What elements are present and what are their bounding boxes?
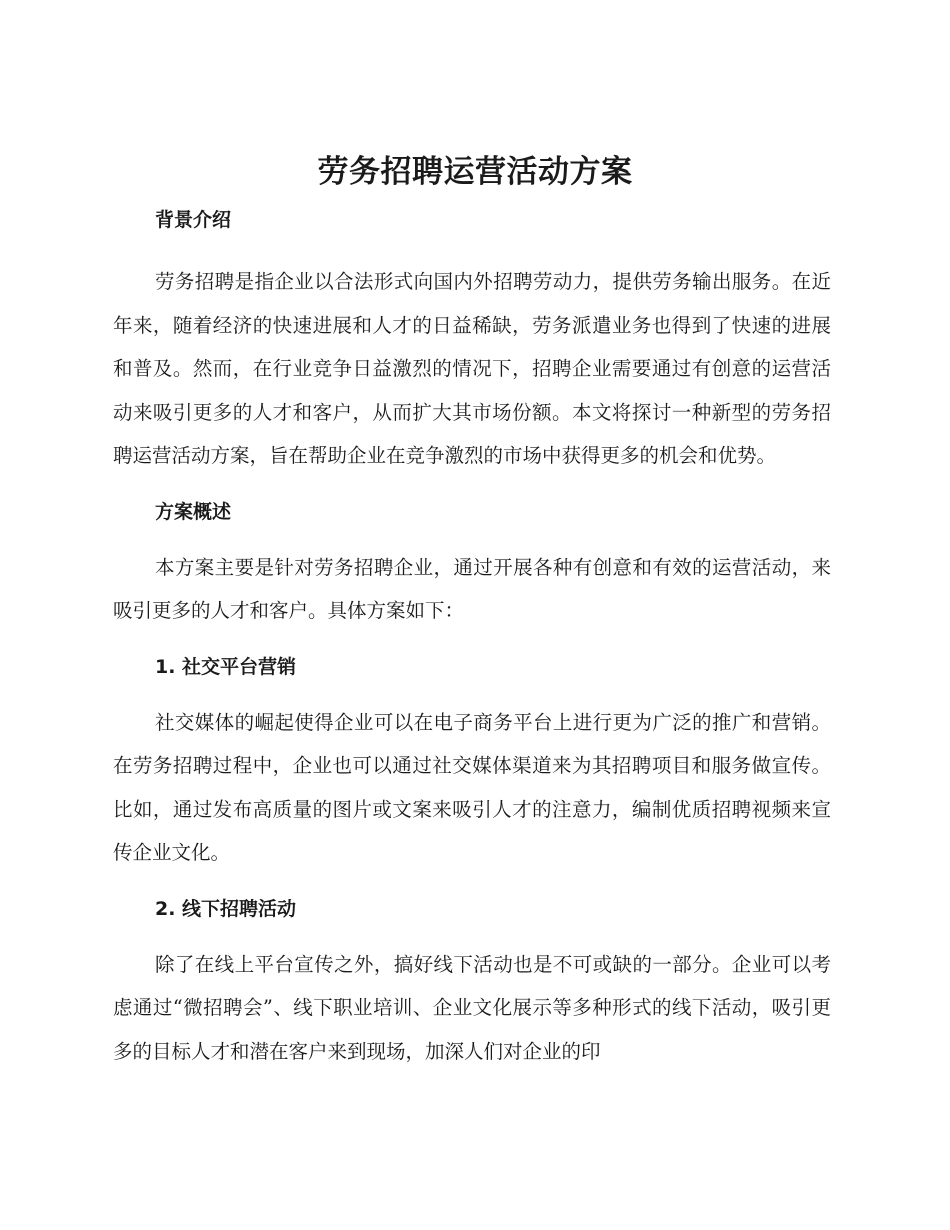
section-paragraph-offline-recruiting: 除了在线上平台宣传之外，搞好线下活动也是不可或缺的一部分。企业可以考虑通过“微招聘会”、线下职业培训、企业文化展示等多种形式的线下活动，吸引更多的目标人才和潜在客户来到现场，加深人们对企业的印 bbox=[113, 952, 831, 1063]
section-heading-overview: 方案概述 bbox=[155, 500, 232, 523]
section-paragraph-overview: 本方案主要是针对劳务招聘企业，通过开展各种有创意和有效的运营活动，来吸引更多的人才和客户。具体方案如下： bbox=[113, 555, 831, 622]
section-paragraph-background: 劳务招聘是指企业以合法形式向国内外招聘劳动力，提供劳务输出服务。在近年来，随着经济的快速进展和人才的日益稀缺，劳务派遣业务也得到了快速的进展和普及。然而，在行业竞争日益激烈的情况下，招聘企业需要通过有创意的运营活动来吸引更多的人才和客户，从而扩大其市场份额。本文将探讨一种新型的劳务招聘运营活动方案，旨在帮助企业在竞争激烈的市场中获得更多的机会和优势。 bbox=[113, 270, 831, 467]
section-heading-offline-recruiting: 2. 线下招聘活动 bbox=[155, 897, 297, 920]
section-heading-background: 背景介绍 bbox=[155, 209, 232, 231]
section-paragraph-social-marketing: 社交媒体的崛起使得企业可以在电子商务平台上进行更为广泛的推广和营销。在劳务招聘过程中，企业也可以通过社交媒体渠道来为其招聘项目和服务做宣传。比如，通过发布高质量的图片或文案来吸引人才的注意力，编制优质招聘视频来宣传企业文化。 bbox=[113, 710, 831, 864]
document-title: 劳务招聘运营活动方案 bbox=[317, 154, 633, 190]
section-heading-social-marketing: 1. 社交平台营销 bbox=[155, 655, 297, 678]
document-body bbox=[113, 202, 831, 1073]
